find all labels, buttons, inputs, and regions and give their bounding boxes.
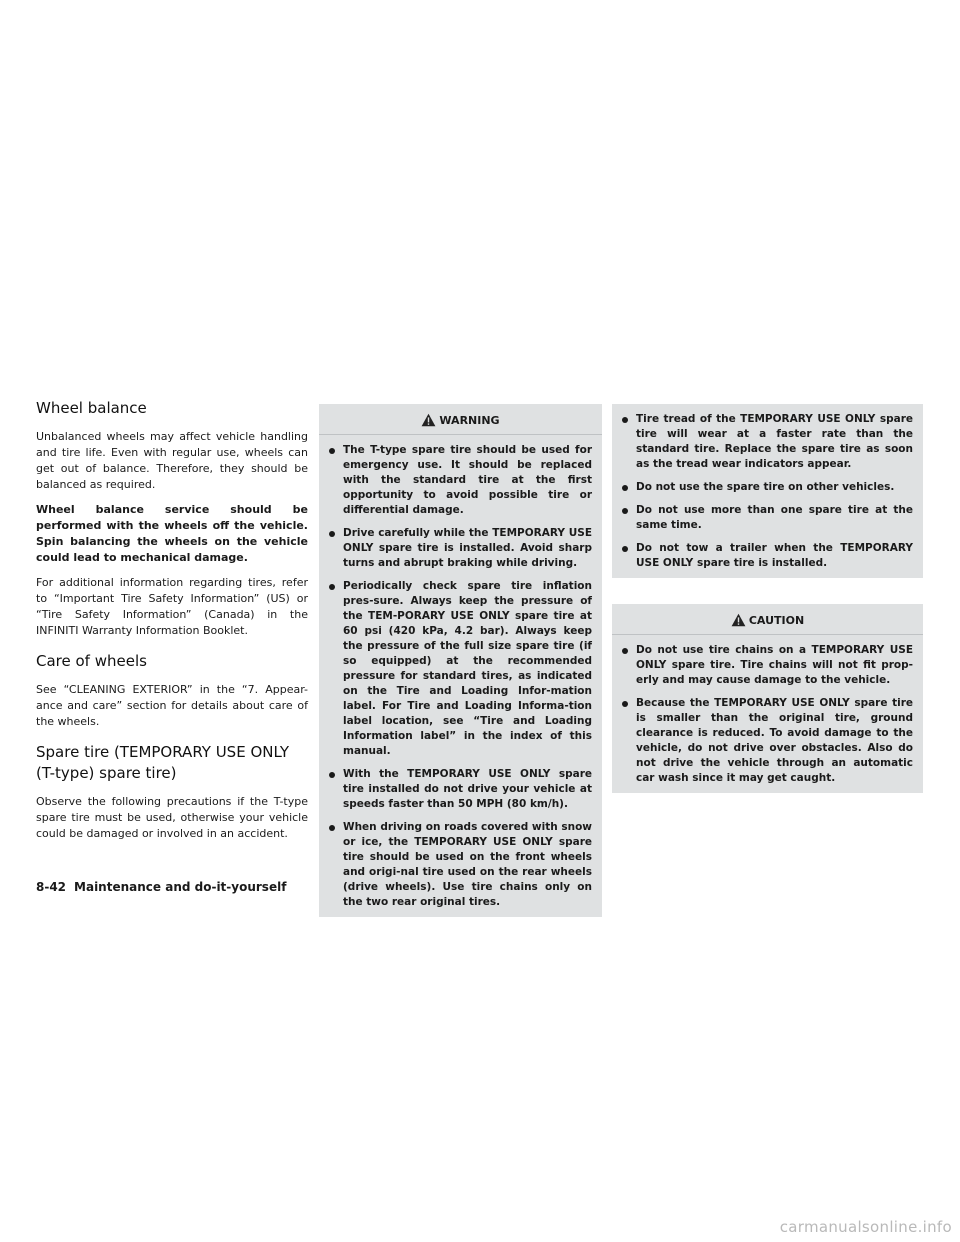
list-item: Do not use more than one spare tire at the same time. <box>622 503 913 533</box>
bullet-icon <box>329 825 335 831</box>
bullet-icon <box>329 584 335 590</box>
paragraph: Unbalanced wheels may affect vehicle handling and tire life. Even with regular use, wheels can get out of balance. Therefore, they should be balanced as required. <box>36 430 308 491</box>
list-item: Drive carefully while the TEMPORARY USE ONLY spare tire is installed. Avoid sharp turns and abrupt braking while driving. <box>329 526 592 571</box>
list-item: Do not use tire chains on a TEMPORARY USE ONLY spare tire. Tire chains will not fit prop-erly and may cause damage to the vehicle. <box>622 643 913 688</box>
bullet-icon <box>329 772 335 778</box>
list-item: Periodically check spare tire inflation pres-sure. Always keep the pressure of the TEM-PORARY USE ONLY spare tire at 60 psi (420 kPa, 4.2 bar). Always keep the pressure of the full size spare tire (if so equipped) at the recommended pressure for standard tires, as indicated on the Tire and Loading Infor-mation label. For Tire and Loading Informa-tion label location, see “Tire and Loading Information label” in the index of this manual. <box>329 579 592 759</box>
spacer <box>612 578 923 604</box>
warning-list-continued <box>622 412 913 571</box>
bullet-icon <box>622 417 628 423</box>
list-item: Tire tread of the TEMPORARY USE ONLY spare tire will wear at a faster rate than the standard tire. Replace the spare tire as soon as the tread wear indicators appear. <box>622 412 913 472</box>
caution-header <box>612 610 923 635</box>
paragraph-bold: Wheel balance service should be performed with the wheels off the vehicle. Spin balancing the wheels on the vehicle could lead to mechanical damage. <box>36 503 308 564</box>
paragraph: Observe the following precautions if the T-type spare tire must be used, otherwise your vehicle could be damaged or involved in an accident. <box>36 795 308 840</box>
bullet-icon <box>329 531 335 537</box>
caution-box <box>612 604 923 793</box>
bullet-icon <box>622 701 628 707</box>
list-item: Do not tow a trailer when the TEMPORARY USE ONLY spare tire is installed. <box>622 541 913 571</box>
page-number: 8-42 <box>36 880 67 894</box>
left-column <box>36 398 308 851</box>
middle-column <box>319 404 602 917</box>
page-footer <box>36 879 286 895</box>
list-item: With the TEMPORARY USE ONLY spare tire installed do not drive your vehicle at speeds faster than 50 MPH (80 km/h). <box>329 767 592 812</box>
section-name: Maintenance and do-it-yourself <box>74 880 287 894</box>
watermark: carmanualsonline.info <box>779 1218 952 1236</box>
paragraph: For additional information regarding tires, refer to “Important Tire Safety Information” (US) or “Tire Safety Information” (Canada) in the INFINITI Warranty Information Booklet. <box>36 576 308 637</box>
list-item: Do not use the spare tire on other vehicles. <box>622 480 913 495</box>
list-item: When driving on roads covered with snow or ice, the TEMPORARY USE ONLY spare tire should be used on the front wheels and origi-nal tire used on the rear wheels (drive wheels). Use tire chains only on the two rear original tires. <box>329 820 592 910</box>
warning-box-continued <box>612 404 923 578</box>
warning-triangle-icon <box>731 613 746 627</box>
list-item: The T-type spare tire should be used for emergency use. It should be replaced with the standard tire at the first opportunity to avoid possible tire or differential damage. <box>329 443 592 518</box>
heading-care-of-wheels: Care of wheels <box>36 652 147 670</box>
bullet-icon <box>622 485 628 491</box>
caution-list <box>622 643 913 786</box>
warning-box <box>319 404 602 917</box>
bullet-icon <box>622 648 628 654</box>
bullet-icon <box>329 448 335 454</box>
heading-spare-tire: Spare tire (TEMPORARY USE ONLY (T-type) spare tire) <box>36 743 290 782</box>
heading-wheel-balance: Wheel balance <box>36 399 147 417</box>
bullet-icon <box>622 546 628 552</box>
warning-title: WARNING <box>439 413 500 427</box>
bullet-icon <box>622 508 628 514</box>
warning-header <box>319 410 602 435</box>
list-item: Because the TEMPORARY USE ONLY spare tire is smaller than the original tire, ground clearance is reduced. To avoid damage to the vehicle, do not drive over obstacles. Also do not drive the vehicle through an automatic car wash since it may get caught. <box>622 696 913 786</box>
warning-triangle-icon <box>421 413 436 427</box>
right-column <box>612 404 923 793</box>
caution-title: CAUTION <box>748 613 805 627</box>
warning-list <box>329 443 592 910</box>
paragraph: See “CLEANING EXTERIOR” in the “7. Appear-ance and care” section for details about care of the wheels. <box>36 683 308 728</box>
